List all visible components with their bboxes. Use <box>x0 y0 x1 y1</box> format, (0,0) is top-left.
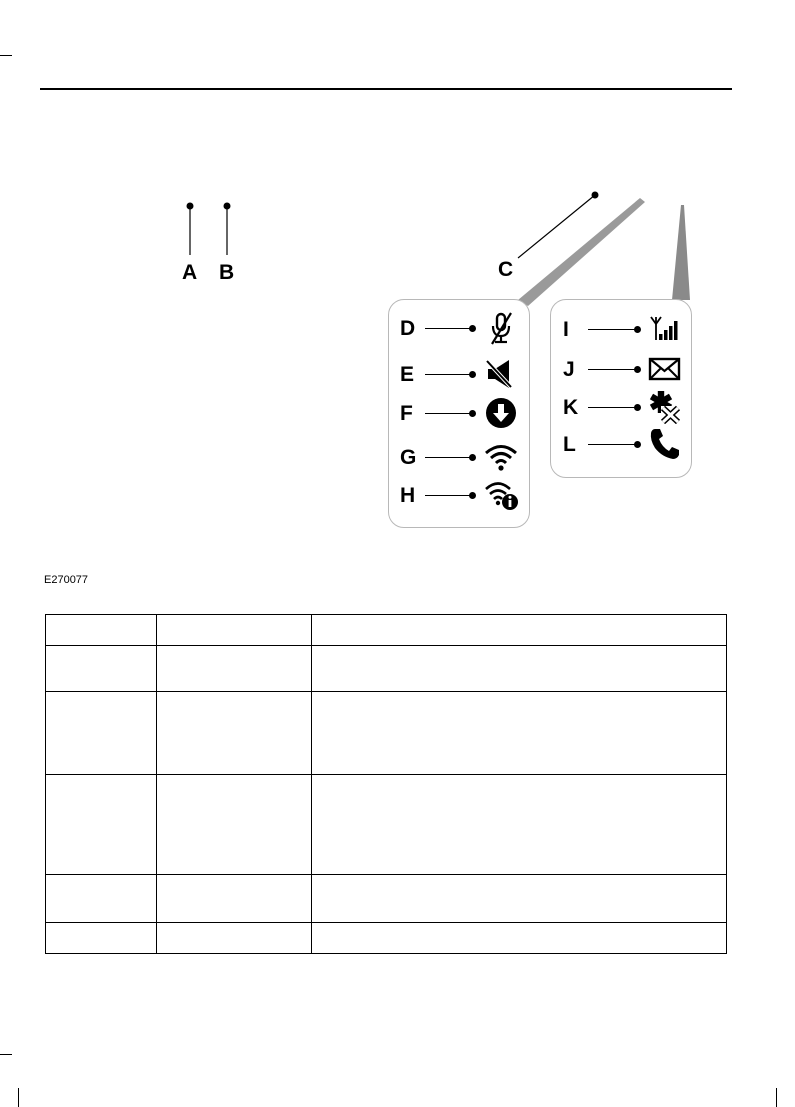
legend-row-e <box>400 357 530 391</box>
legend-label: G <box>400 446 417 469</box>
figure-code: E270077 <box>44 574 89 586</box>
table-cell <box>312 775 727 875</box>
legend-row-h <box>400 478 530 512</box>
legend-label: I <box>563 318 569 341</box>
legend-row-l <box>563 427 688 461</box>
table-row <box>46 615 727 646</box>
table-cell <box>157 646 312 692</box>
table-cell <box>157 775 312 875</box>
legend-label: J <box>563 358 575 381</box>
wifi-info-icon <box>484 478 518 512</box>
table-cell <box>46 775 157 875</box>
legend-row-f <box>400 396 530 430</box>
table-row <box>46 923 727 954</box>
legend-row-g <box>400 440 530 474</box>
callout-c: C <box>498 258 514 281</box>
wifi-icon <box>484 440 518 474</box>
table-cell <box>312 923 727 954</box>
legend-label: K <box>563 396 579 419</box>
callout-leaders <box>0 0 795 320</box>
callout-b: B <box>219 261 235 284</box>
legend-label: L <box>563 433 576 456</box>
legend-row-i <box>563 312 688 346</box>
table-cell <box>312 875 727 923</box>
table-row <box>46 646 727 692</box>
legend-row-k <box>563 390 688 424</box>
table-cell <box>312 615 727 646</box>
table-cell <box>46 923 157 954</box>
table-cell <box>157 923 312 954</box>
table-cell <box>46 615 157 646</box>
callout-a: A <box>182 261 198 284</box>
table-row <box>46 775 727 875</box>
download-arrow-icon <box>484 396 518 430</box>
table-cell <box>157 875 312 923</box>
table-row <box>46 692 727 775</box>
legend-label: D <box>400 317 416 340</box>
signal-strength-icon <box>648 312 682 346</box>
envelope-icon <box>648 352 682 386</box>
legend-label: H <box>400 484 416 507</box>
crop-mark <box>0 1054 12 1055</box>
table-cell <box>312 692 727 775</box>
table-cell <box>46 692 157 775</box>
table-row <box>46 875 727 923</box>
legend-label: F <box>400 402 413 425</box>
phone-icon <box>648 427 682 461</box>
legend-label: E <box>400 363 415 386</box>
speaker-muted-icon <box>484 357 518 391</box>
legend-row-j <box>563 352 688 386</box>
table-cell <box>46 646 157 692</box>
emergency-assist-off-icon <box>648 390 682 424</box>
table-cell <box>46 875 157 923</box>
table-cell <box>312 646 727 692</box>
microphone-muted-icon <box>484 311 518 345</box>
crop-mark <box>18 1088 19 1107</box>
table-cell <box>157 692 312 775</box>
table-cell <box>157 615 312 646</box>
legend-row-d <box>400 311 530 345</box>
crop-mark <box>776 1088 777 1107</box>
legend-table <box>45 614 727 954</box>
